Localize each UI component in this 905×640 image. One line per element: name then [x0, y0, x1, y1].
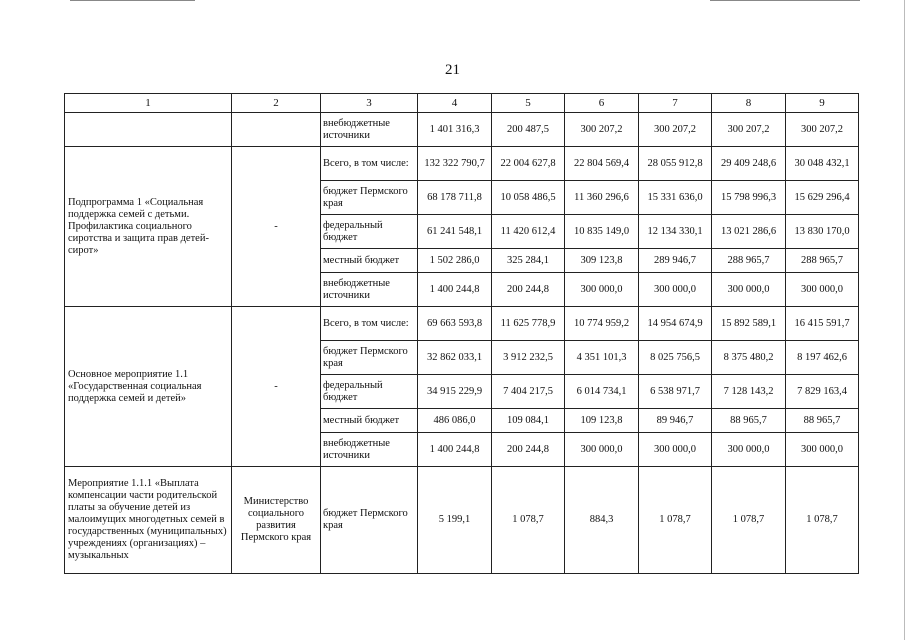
value-cell: 300 207,2 [712, 113, 786, 147]
table-row [65, 113, 859, 147]
header-cell-1: 1 [65, 94, 232, 113]
value-cell: 68 178 711,8 [418, 181, 492, 215]
value-cell: 14 954 674,9 [639, 307, 712, 341]
value-cell: 6 014 734,1 [565, 375, 639, 409]
value-cell: 325 284,1 [492, 249, 565, 273]
value-cell: 300 000,0 [786, 273, 859, 307]
value-cell: 1 078,7 [712, 467, 786, 574]
page-number: 21 [445, 62, 460, 78]
responsible-cell: Министерство социального развития Пермского края [232, 467, 321, 574]
value-cell: 10 835 149,0 [565, 215, 639, 249]
value-cell: 88 965,7 [712, 409, 786, 433]
value-cell: 15 331 636,0 [639, 181, 712, 215]
header-cell-2: 2 [232, 94, 321, 113]
source-cell: федеральный бюджет [321, 375, 418, 409]
value-cell: 13 830 170,0 [786, 215, 859, 249]
value-cell: 8 197 462,6 [786, 341, 859, 375]
value-cell: 300 000,0 [712, 273, 786, 307]
value-cell: 15 798 996,3 [712, 181, 786, 215]
value-cell: 200 244,8 [492, 433, 565, 467]
value-cell: 15 629 296,4 [786, 181, 859, 215]
value-cell: 1 078,7 [639, 467, 712, 574]
value-cell: 88 965,7 [786, 409, 859, 433]
value-cell: 29 409 248,6 [712, 147, 786, 181]
value-cell: 300 000,0 [639, 273, 712, 307]
value-cell: 32 862 033,1 [418, 341, 492, 375]
source-cell: бюджет Пермского края [321, 341, 418, 375]
value-cell: 200 487,5 [492, 113, 565, 147]
value-cell: 7 829 163,4 [786, 375, 859, 409]
source-cell: внебюджетные источники [321, 113, 418, 147]
value-cell: 300 000,0 [565, 433, 639, 467]
value-cell: 300 207,2 [639, 113, 712, 147]
value-cell: 15 892 589,1 [712, 307, 786, 341]
value-cell: 1 078,7 [492, 467, 565, 574]
value-cell: 1 400 244,8 [418, 273, 492, 307]
value-cell: 132 322 790,7 [418, 147, 492, 181]
value-cell: 34 915 229,9 [418, 375, 492, 409]
empty-name-cell [65, 113, 232, 147]
top-scan-rule [0, 0, 905, 10]
header-cell-8: 8 [712, 94, 786, 113]
value-cell: 6 538 971,7 [639, 375, 712, 409]
value-cell: 11 420 612,4 [492, 215, 565, 249]
value-cell: 1 400 244,8 [418, 433, 492, 467]
value-cell: 200 244,8 [492, 273, 565, 307]
value-cell: 30 048 432,1 [786, 147, 859, 181]
value-cell: 300 000,0 [565, 273, 639, 307]
responsible-cell: - [232, 307, 321, 467]
header-cell-6: 6 [565, 94, 639, 113]
value-cell: 12 134 330,1 [639, 215, 712, 249]
value-cell: 300 000,0 [786, 433, 859, 467]
value-cell: 300 207,2 [565, 113, 639, 147]
source-cell: внебюджетные источники [321, 433, 418, 467]
value-cell: 4 351 101,3 [565, 341, 639, 375]
value-cell: 61 241 548,1 [418, 215, 492, 249]
value-cell: 309 123,8 [565, 249, 639, 273]
value-cell: 11 360 296,6 [565, 181, 639, 215]
empty-responsible-cell [232, 113, 321, 147]
value-cell: 16 415 591,7 [786, 307, 859, 341]
value-cell: 109 123,8 [565, 409, 639, 433]
header-cell-3: 3 [321, 94, 418, 113]
value-cell: 5 199,1 [418, 467, 492, 574]
value-cell: 11 625 778,9 [492, 307, 565, 341]
header-cell-7: 7 [639, 94, 712, 113]
source-cell: местный бюджет [321, 409, 418, 433]
value-cell: 300 000,0 [712, 433, 786, 467]
subprogram-name-cell: Подпрограмма 1 «Социальная поддержка семей с детьми. Профилактика социального сиротства и защита прав детей-сирот» [65, 147, 232, 307]
value-cell: 10 058 486,5 [492, 181, 565, 215]
source-cell: федеральный бюджет [321, 215, 418, 249]
value-cell: 109 084,1 [492, 409, 565, 433]
value-cell: 8 375 480,2 [712, 341, 786, 375]
measure-name-cell: Мероприятие 1.1.1 «Выплата компенсации части родительской платы за обучение детей из малоимущих многодетных семей в государственных (муниципальных) учреждениях (организациях) – музыкальных [65, 467, 232, 574]
value-cell: 28 055 912,8 [639, 147, 712, 181]
source-cell: Всего, в том числе: [321, 147, 418, 181]
value-cell: 13 021 286,6 [712, 215, 786, 249]
value-cell: 300 207,2 [786, 113, 859, 147]
value-cell: 8 025 756,5 [639, 341, 712, 375]
table-row [65, 307, 859, 341]
value-cell: 300 000,0 [639, 433, 712, 467]
value-cell: 884,3 [565, 467, 639, 574]
value-cell: 1 502 286,0 [418, 249, 492, 273]
header-cell-5: 5 [492, 94, 565, 113]
table-row [65, 147, 859, 181]
source-cell: Всего, в том числе: [321, 307, 418, 341]
value-cell: 3 912 232,5 [492, 341, 565, 375]
value-cell: 69 663 593,8 [418, 307, 492, 341]
value-cell: 1 401 316,3 [418, 113, 492, 147]
budget-table [64, 93, 859, 574]
header-cell-9: 9 [786, 94, 859, 113]
value-cell: 22 004 627,8 [492, 147, 565, 181]
value-cell: 288 965,7 [712, 249, 786, 273]
main-activity-name-cell: Основное мероприятие 1.1 «Государственная социальная поддержка семей и детей» [65, 307, 232, 467]
value-cell: 10 774 959,2 [565, 307, 639, 341]
value-cell: 1 078,7 [786, 467, 859, 574]
source-cell: внебюджетные источники [321, 273, 418, 307]
header-row [65, 94, 859, 113]
value-cell: 486 086,0 [418, 409, 492, 433]
source-cell: бюджет Пермского края [321, 181, 418, 215]
value-cell: 7 404 217,5 [492, 375, 565, 409]
responsible-cell: - [232, 147, 321, 307]
header-cell-4: 4 [418, 94, 492, 113]
value-cell: 22 804 569,4 [565, 147, 639, 181]
value-cell: 7 128 143,2 [712, 375, 786, 409]
value-cell: 288 965,7 [786, 249, 859, 273]
source-cell: местный бюджет [321, 249, 418, 273]
source-cell: бюджет Пермского края [321, 467, 418, 574]
table-row [65, 467, 859, 574]
value-cell: 289 946,7 [639, 249, 712, 273]
value-cell: 89 946,7 [639, 409, 712, 433]
